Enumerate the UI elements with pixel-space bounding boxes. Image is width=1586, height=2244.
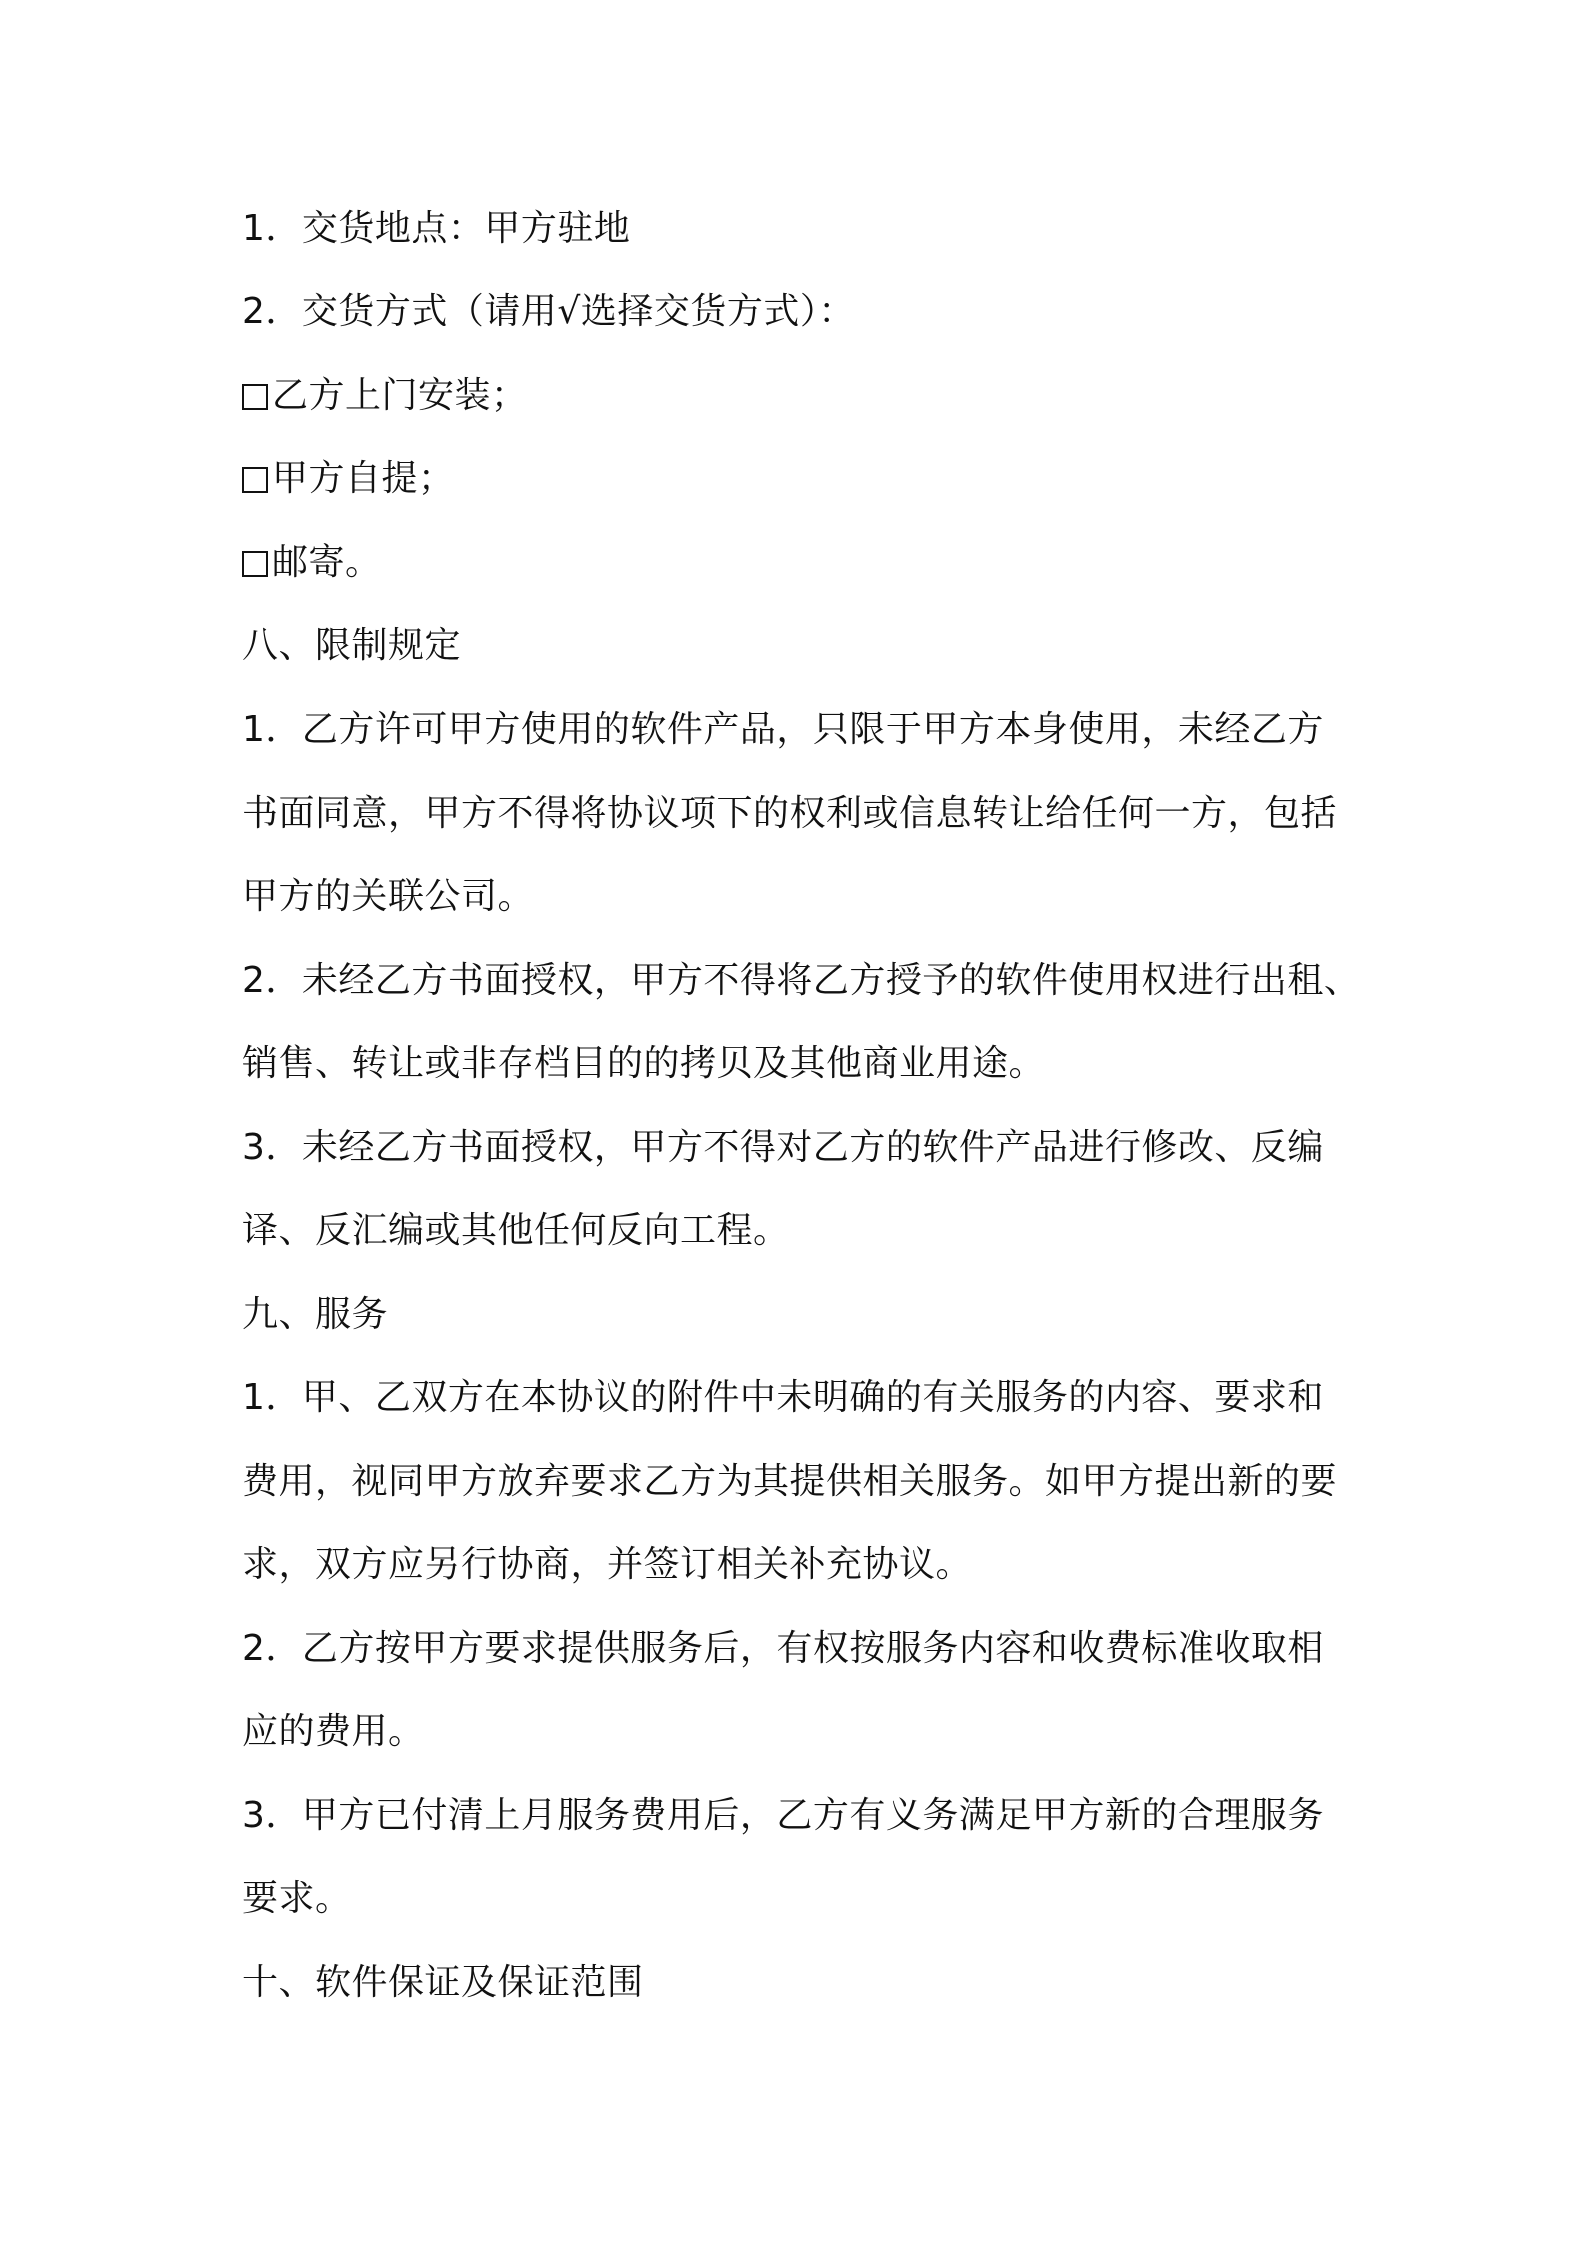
paragraph-line: 费用，视同甲方放弃要求乙方为其提供相关服务。如甲方提出新的要 [242,1461,1338,1502]
delivery-location: 1．交货地点：甲方驻地 [242,208,631,249]
section-heading-warranty: 十、软件保证及保证范围 [242,1962,644,2003]
paragraph-line: 3．甲方已付清上月服务费用后，乙方有义务满足甲方新的合理服务 [242,1795,1324,1836]
checkbox-onsite[interactable] [242,384,268,410]
paragraph-line: 1．乙方许可甲方使用的软件产品，只限于甲方本身使用，未经乙方 [242,709,1324,750]
option-label: 邮寄。 [272,542,382,583]
delivery-option-mail [242,539,1372,587]
option-label: 甲方自提； [272,458,455,499]
paragraph-line: 译、反汇编或其他任何反向工程。 [242,1210,790,1251]
paragraph-line: 要求。 [242,1878,352,1919]
option-label: 乙方上门安装； [272,375,528,416]
paragraph-line: 1．甲、乙双方在本协议的附件中未明确的有关服务的内容、要求和 [242,1377,1324,1418]
paragraph-line: 书面同意，甲方不得将协议项下的权利或信息转让给任何一方，包括 [242,793,1338,834]
paragraph-line: 销售、转让或非存档目的的拷贝及其他商业用途。 [242,1043,1046,1084]
section-heading-services: 九、服务 [242,1294,389,1335]
paragraph-line: 甲方的关联公司。 [242,876,535,917]
delivery-method: 2．交货方式（请用√选择交货方式）： [242,291,855,332]
paragraph-line: 2．乙方按甲方要求提供服务后，有权按服务内容和收费标准收取相 [242,1628,1324,1669]
paragraph-line: 3．未经乙方书面授权，甲方不得对乙方的软件产品进行修改、反编 [242,1127,1324,1168]
paragraph-line: 应的费用。 [242,1711,425,1752]
paragraph-line: 2．未经乙方书面授权，甲方不得将乙方授予的软件使用权进行出租、 [242,960,1361,1001]
paragraph-line: 求，双方应另行协商，并签订相关补充协议。 [242,1544,973,1585]
checkbox-mail[interactable] [242,551,268,577]
delivery-option-pickup [242,455,1372,503]
checkbox-pickup[interactable] [242,467,268,493]
section-heading-restrictions: 八、限制规定 [242,625,462,666]
delivery-option-onsite [242,372,1372,420]
